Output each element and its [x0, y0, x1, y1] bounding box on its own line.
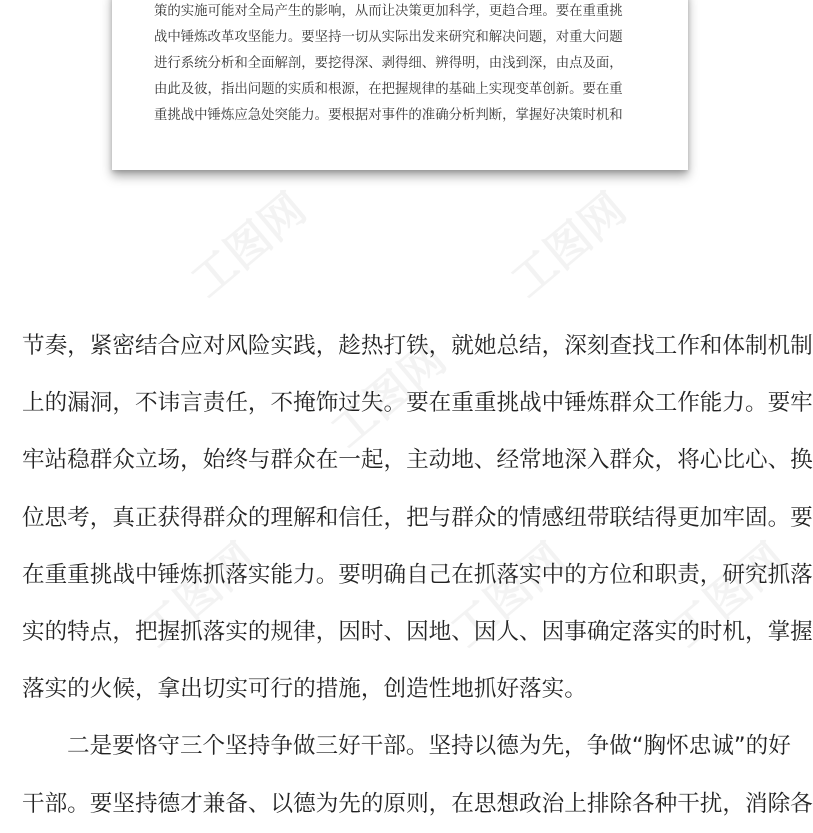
card-line: 重挑战中锤炼应急处突能力。要根据对事件的准确分析判断，掌握好决策时机和 [154, 108, 623, 123]
card-line: 策的实施可能对全局产生的影响，从而让决策更加科学，更趋合理。要在重重挑 [154, 4, 623, 19]
watermark: 工图网 [501, 183, 636, 308]
card-line: 由此及彼，指出问题的实质和根源，在把握规律的基础上实现变革创新。要在重 [154, 82, 623, 97]
body-line: 在重重挑战中锤炼抓落实能力。要明确自己在抓落实中的方位和职责，研究抓落 [22, 561, 813, 588]
quote-card [112, 0, 688, 170]
body-line: 落实的火候，拿出切实可行的措施，创造性地抓好落实。 [22, 676, 587, 703]
card-line: 战中锤炼改革攻坚能力。要坚持一切从实际出发来研究和解决问题，对重大问题 [154, 30, 623, 45]
card-paragraph [154, 0, 654, 129]
watermark: 工图网 [321, 333, 456, 458]
body-line: 位思考，真正获得群众的理解和信任，把与群众的情感纽带联结得更加牢固。要 [22, 504, 813, 531]
watermark: 工图网 [181, 183, 316, 308]
watermark: 工图网 [661, 533, 796, 658]
article-body [22, 318, 813, 833]
paragraph-start-line: 二是要恪守三个坚持争做三好干部。坚持以德为先，争做“胸怀忠诚”的好 [67, 733, 791, 760]
card-line: 进行系统分析和全面解剖，要挖得深、剥得细、辨得明，由浅到深，由点及面， [154, 56, 623, 71]
body-line: 干部。要坚持德才兼备、以德为先的原则，在思想政治上排除各种干扰，消除各 [22, 790, 813, 817]
body-line: 节奏，紧密结合应对风险实践，趁热打铁，就她总结，深刻查找工作和体制机制 [22, 333, 813, 359]
watermark: 工图网 [441, 533, 576, 658]
body-line: 牢站稳群众立场，始终与群众在一起，主动地、经常地深入群众，将心比心、换 [22, 447, 813, 474]
body-line: 上的漏洞，不讳言责任，不掩饰过失。要在重重挑战中锤炼群众工作能力。要牢 [22, 390, 813, 417]
watermark: 工图网 [131, 533, 266, 658]
body-line: 实的特点，把握抓落实的规律，因时、因地、因人、因事确定落实的时机，掌握 [22, 618, 813, 645]
